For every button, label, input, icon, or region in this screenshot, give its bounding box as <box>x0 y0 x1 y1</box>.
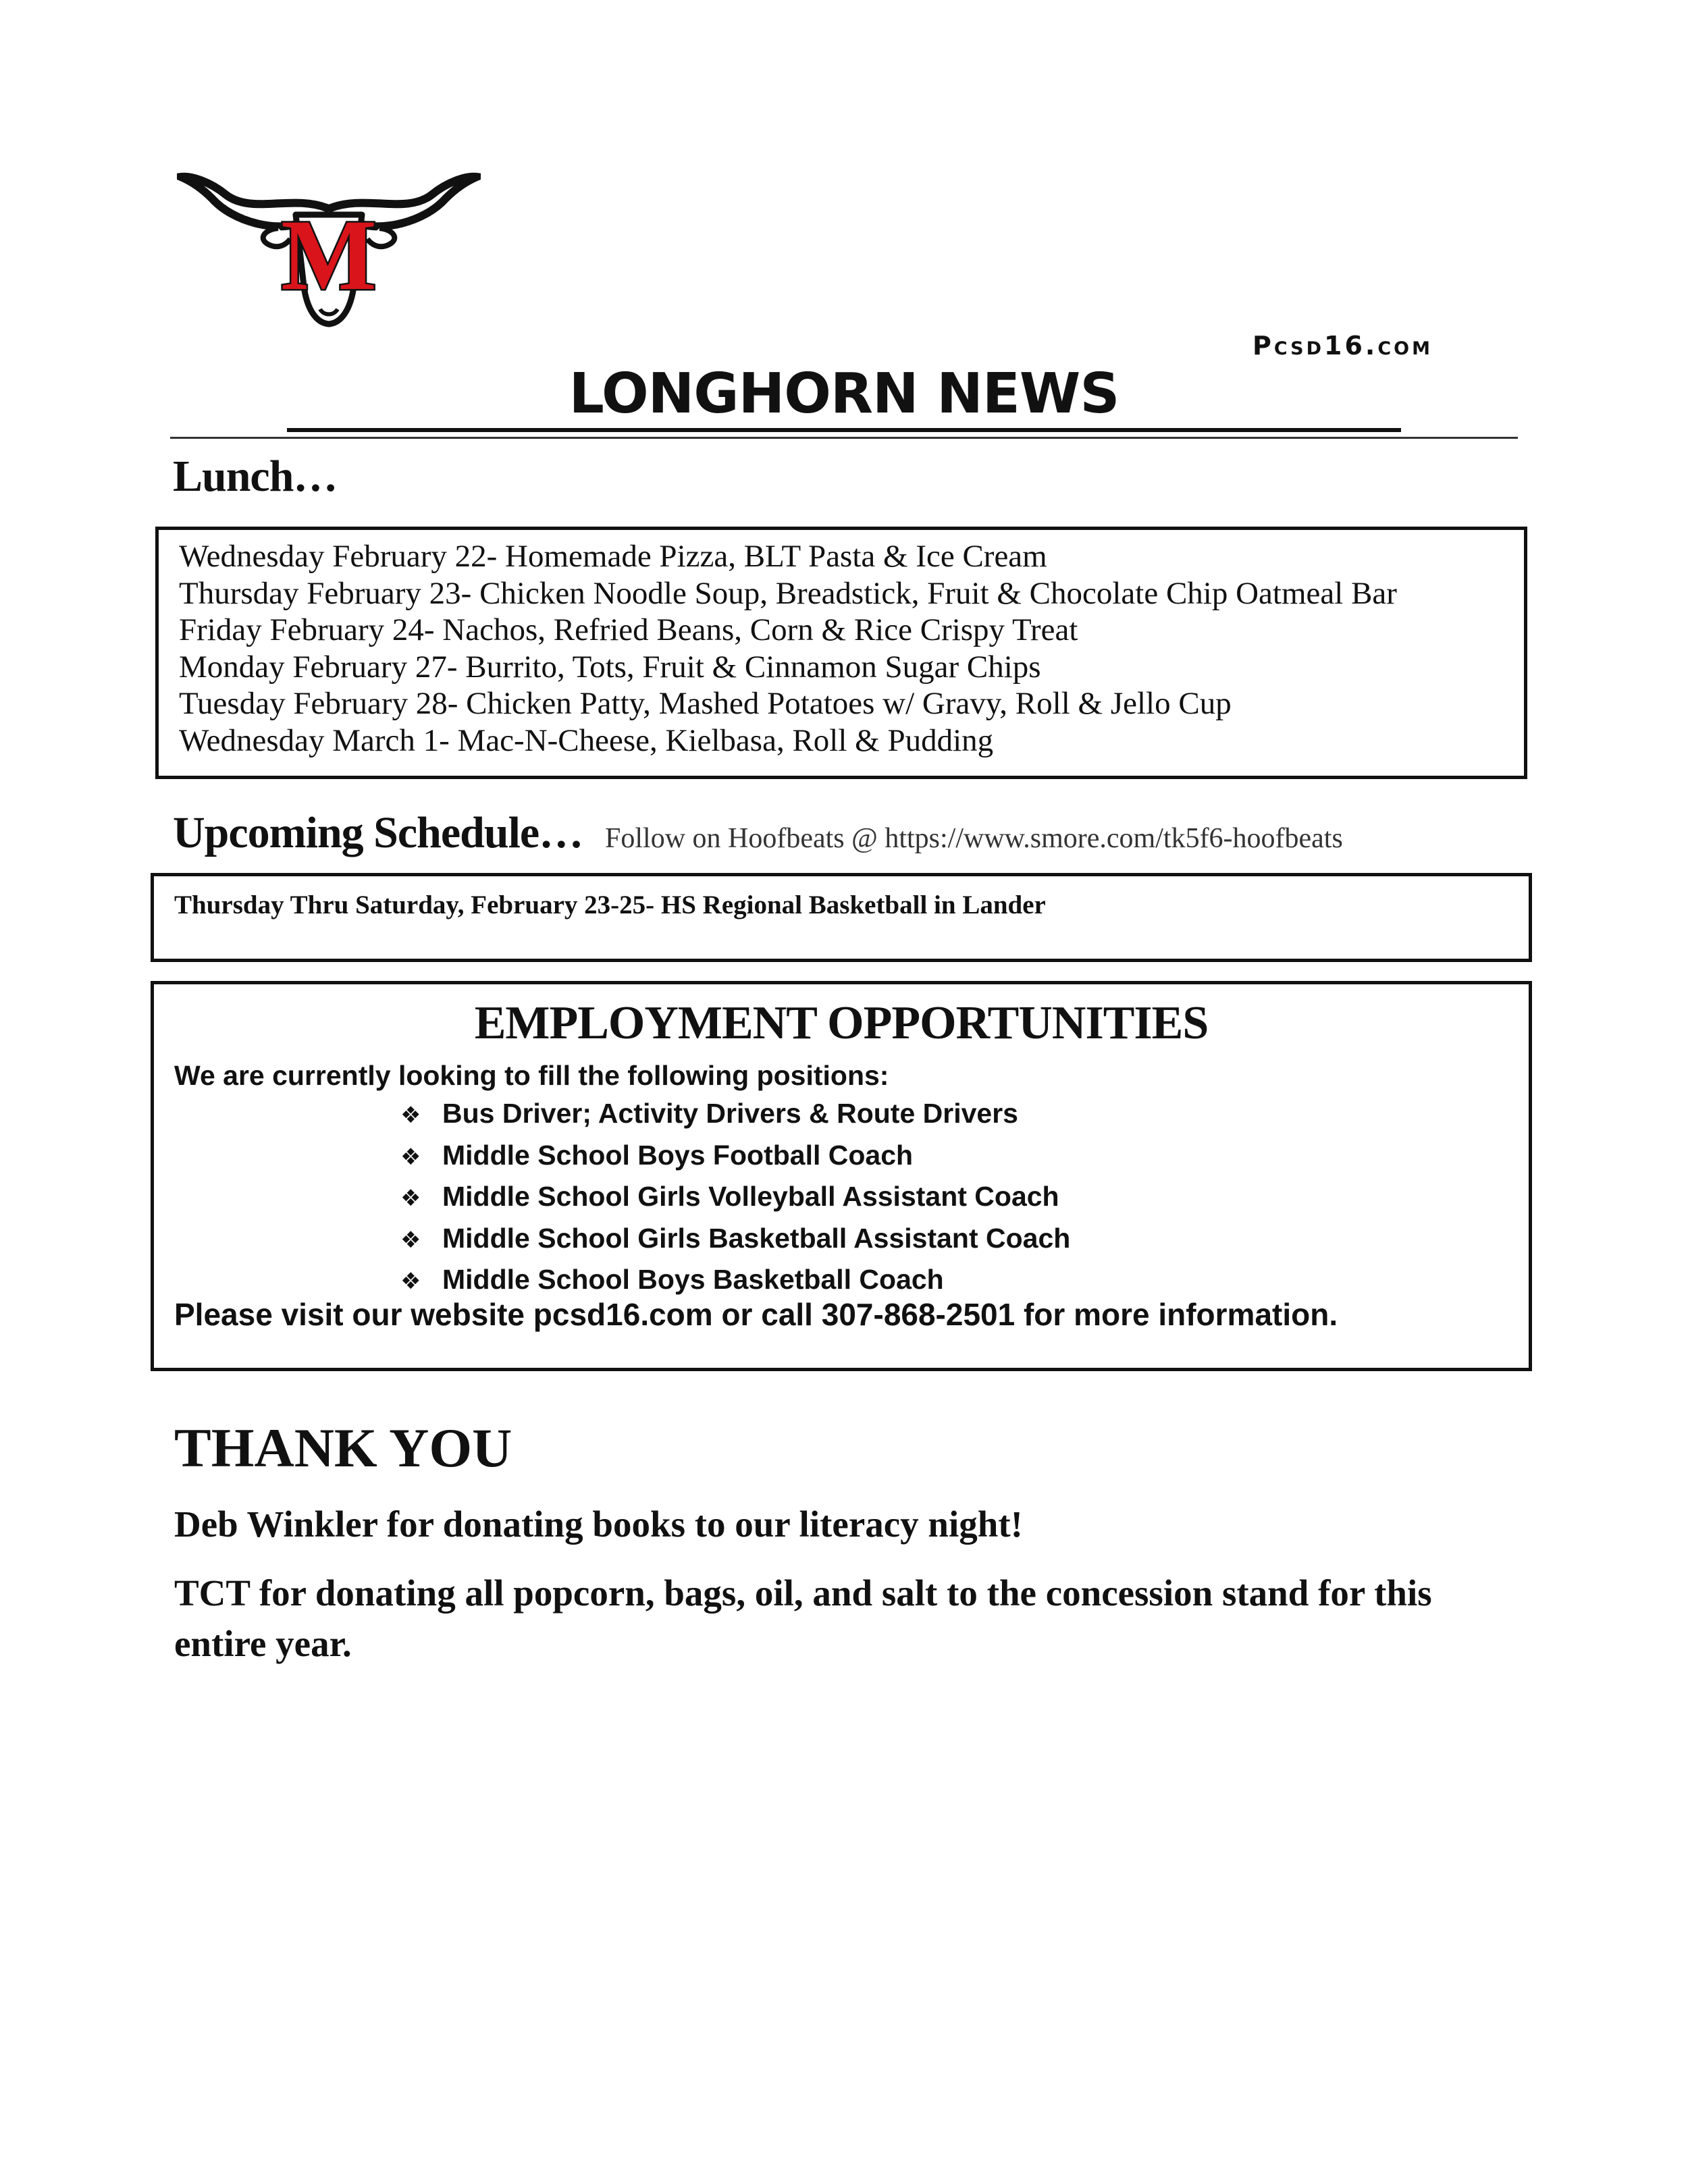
lunch-heading: Lunch… <box>173 452 338 501</box>
diamond-bullet-icon: ❖ <box>400 1143 421 1171</box>
header-divider <box>170 437 1518 439</box>
position-item <box>400 1177 1070 1219</box>
lunch-menu-box <box>155 527 1527 779</box>
lunch-item: Friday February 24- Nachos, Refried Beans, Corn & Rice Crispy Treat <box>179 612 1078 647</box>
employment-intro: We are currently looking to fill the following positions: <box>174 1060 889 1091</box>
position-item <box>400 1219 1070 1260</box>
position-label: Middle School Girls Volleyball Assistant Coach <box>442 1181 1059 1212</box>
thank-you-heading: THANK YOU <box>174 1417 512 1479</box>
employment-box <box>151 981 1532 1371</box>
thank-you-note: Deb Winkler for donating books to our literacy night! <box>174 1503 1023 1545</box>
diamond-bullet-icon: ❖ <box>400 1185 421 1212</box>
longhorn-m-logo <box>177 167 481 331</box>
diamond-bullet-icon: ❖ <box>400 1102 421 1129</box>
lunch-item: Wednesday February 22- Homemade Pizza, BLT Pasta & Ice Cream <box>179 539 1047 574</box>
position-label: Middle School Boys Football Coach <box>442 1139 914 1171</box>
diamond-bullet-icon: ❖ <box>400 1226 421 1254</box>
longhorn-icon <box>177 167 481 331</box>
employment-contact: Please visit our website pcsd16.com or call 307-868-2501 for more information. <box>174 1297 1338 1332</box>
employment-title: EMPLOYMENT OPPORTUNITIES <box>474 997 1209 1049</box>
diamond-bullet-icon: ❖ <box>400 1268 421 1295</box>
schedule-item: Thursday Thru Saturday, February 23-25- HS Regional Basketball in Lander <box>174 890 1046 920</box>
position-label: Middle School Girls Basketball Assistant Coach <box>442 1222 1071 1254</box>
position-item <box>400 1260 1070 1302</box>
title-underline <box>287 428 1401 432</box>
position-item <box>400 1136 1070 1177</box>
position-label: Bus Driver; Activity Drivers & Route Drivers <box>442 1098 1018 1129</box>
schedule-box <box>151 873 1532 962</box>
lunch-item: Monday February 27- Burrito, Tots, Fruit & Cinnamon Sugar Chips <box>179 649 1041 685</box>
lunch-item: Wednesday March 1- Mac-N-Cheese, Kielbasa, Roll & Pudding <box>179 722 994 758</box>
lunch-item: Thursday February 23- Chicken Noodle Soup, Breadstick, Fruit & Chocolate Chip Oatmeal Bar <box>179 575 1397 611</box>
schedule-heading: Upcoming Schedule… <box>173 808 583 857</box>
thank-you-note: TCT for donating all popcorn, bags, oil, and salt to the concession stand for this entire year. <box>174 1572 1432 1664</box>
hoofbeats-link[interactable]: Follow on Hoofbeats @ https://www.smore.com/tk5f6-hoofbeats <box>605 823 1343 854</box>
position-item <box>400 1094 1070 1136</box>
logo-letter: M <box>281 199 377 311</box>
positions-list <box>400 1094 1070 1302</box>
position-label: Middle School Boys Basketball Coach <box>442 1264 944 1295</box>
lunch-item: Tuesday February 28- Chicken Patty, Mashed Potatoes w/ Gravy, Roll & Jello Cup <box>179 686 1232 721</box>
site-url[interactable]: Pcsd16.com <box>1252 331 1433 361</box>
newsletter-title: LONGHORN NEWS <box>569 362 1119 426</box>
masthead <box>287 358 1401 432</box>
